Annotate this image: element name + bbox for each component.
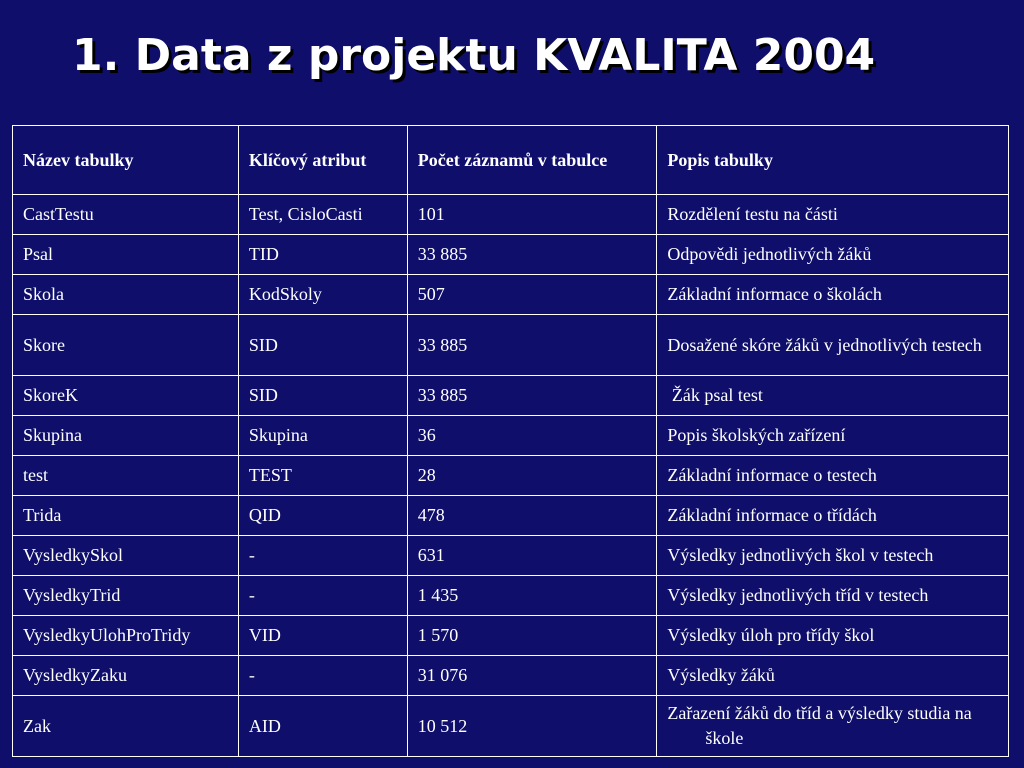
cell-record-count: 10 512: [407, 696, 657, 757]
description-text: Výsledky žáků: [667, 665, 775, 685]
table-row: [13, 456, 1009, 496]
cell-table-name: Psal: [13, 235, 239, 275]
description-text: Základní informace o třídách: [667, 505, 877, 525]
cell-description: [657, 576, 1009, 616]
cell-table-name: VysledkyTrid: [13, 576, 239, 616]
cell-key-attribute: -: [238, 536, 407, 576]
cell-description: [657, 376, 1009, 416]
cell-description: [657, 456, 1009, 496]
cell-key-attribute: QID: [238, 496, 407, 536]
cell-key-attribute: -: [238, 656, 407, 696]
table-row: [13, 496, 1009, 536]
table-row: [13, 416, 1009, 456]
description-text: Dosažené skóre žáků v jednotlivých testech: [667, 334, 982, 355]
table-row: [13, 616, 1009, 656]
header-table-name: Název tabulky: [13, 126, 239, 195]
cell-key-attribute: AID: [238, 696, 407, 757]
cell-description: [657, 315, 1009, 376]
description-text: Zařazení žáků do tříd a výsledky studia na škole: [667, 703, 972, 748]
table-row: [13, 275, 1009, 315]
cell-key-attribute: KodSkoly: [238, 275, 407, 315]
description-text: Rozdělení testu na části: [667, 204, 838, 224]
description-text: Základní informace o školách: [667, 284, 882, 304]
description-text: Výsledky úloh pro třídy škol: [667, 625, 875, 645]
cell-key-attribute: SID: [238, 376, 407, 416]
table-row: [13, 235, 1009, 275]
cell-record-count: 507: [407, 275, 657, 315]
cell-key-attribute: TID: [238, 235, 407, 275]
cell-table-name: Skola: [13, 275, 239, 315]
cell-record-count: 631: [407, 536, 657, 576]
cell-record-count: 1 570: [407, 616, 657, 656]
table-header-row: [13, 126, 1009, 195]
cell-key-attribute: -: [238, 576, 407, 616]
table-row: [13, 576, 1009, 616]
table-row: [13, 696, 1009, 757]
cell-key-attribute: Test, CisloCasti: [238, 195, 407, 235]
cell-table-name: Skore: [13, 315, 239, 376]
cell-record-count: 28: [407, 456, 657, 496]
cell-table-name: VysledkyUlohProTridy: [13, 616, 239, 656]
table-row: [13, 195, 1009, 235]
cell-key-attribute: Skupina: [238, 416, 407, 456]
description-text: Odpovědi jednotlivých žáků: [667, 244, 872, 264]
cell-record-count: 33 885: [407, 315, 657, 376]
description-text: Výsledky jednotlivých tříd v testech: [667, 585, 929, 605]
cell-table-name: SkoreK: [13, 376, 239, 416]
cell-table-name: test: [13, 456, 239, 496]
cell-record-count: 101: [407, 195, 657, 235]
cell-record-count: 1 435: [407, 576, 657, 616]
description-text: Základní informace o testech: [667, 465, 877, 485]
cell-record-count: 33 885: [407, 235, 657, 275]
header-key-attribute: Klíčový atribut: [238, 126, 407, 195]
cell-description: [657, 195, 1009, 235]
description-text: Výsledky jednotlivých škol v testech: [667, 545, 934, 565]
cell-table-name: CastTestu: [13, 195, 239, 235]
header-description: Popis tabulky: [657, 126, 1009, 195]
cell-table-name: Skupina: [13, 416, 239, 456]
table-row: [13, 376, 1009, 416]
table-row: [13, 656, 1009, 696]
cell-key-attribute: TEST: [238, 456, 407, 496]
cell-key-attribute: SID: [238, 315, 407, 376]
cell-description: [657, 416, 1009, 456]
cell-record-count: 33 885: [407, 376, 657, 416]
cell-table-name: Trida: [13, 496, 239, 536]
cell-record-count: 36: [407, 416, 657, 456]
cell-description: [657, 536, 1009, 576]
cell-record-count: 478: [407, 496, 657, 536]
data-table: [12, 125, 1009, 757]
header-record-count: Počet záznamů v tabulce: [407, 126, 657, 195]
cell-table-name: VysledkySkol: [13, 536, 239, 576]
table-row: [13, 536, 1009, 576]
cell-key-attribute: VID: [238, 616, 407, 656]
cell-description: [657, 496, 1009, 536]
cell-description: [657, 696, 1009, 757]
slide-title: 1. Data z projektu KVALITA 2004: [72, 30, 876, 81]
table-row: [13, 315, 1009, 376]
cell-description: [657, 656, 1009, 696]
description-text: Žák psal test: [667, 385, 763, 405]
cell-table-name: Zak: [13, 696, 239, 757]
cell-description: [657, 235, 1009, 275]
cell-description: [657, 275, 1009, 315]
cell-description: [657, 616, 1009, 656]
description-text: Popis školských zařízení: [667, 425, 846, 445]
cell-table-name: VysledkyZaku: [13, 656, 239, 696]
cell-record-count: 31 076: [407, 656, 657, 696]
